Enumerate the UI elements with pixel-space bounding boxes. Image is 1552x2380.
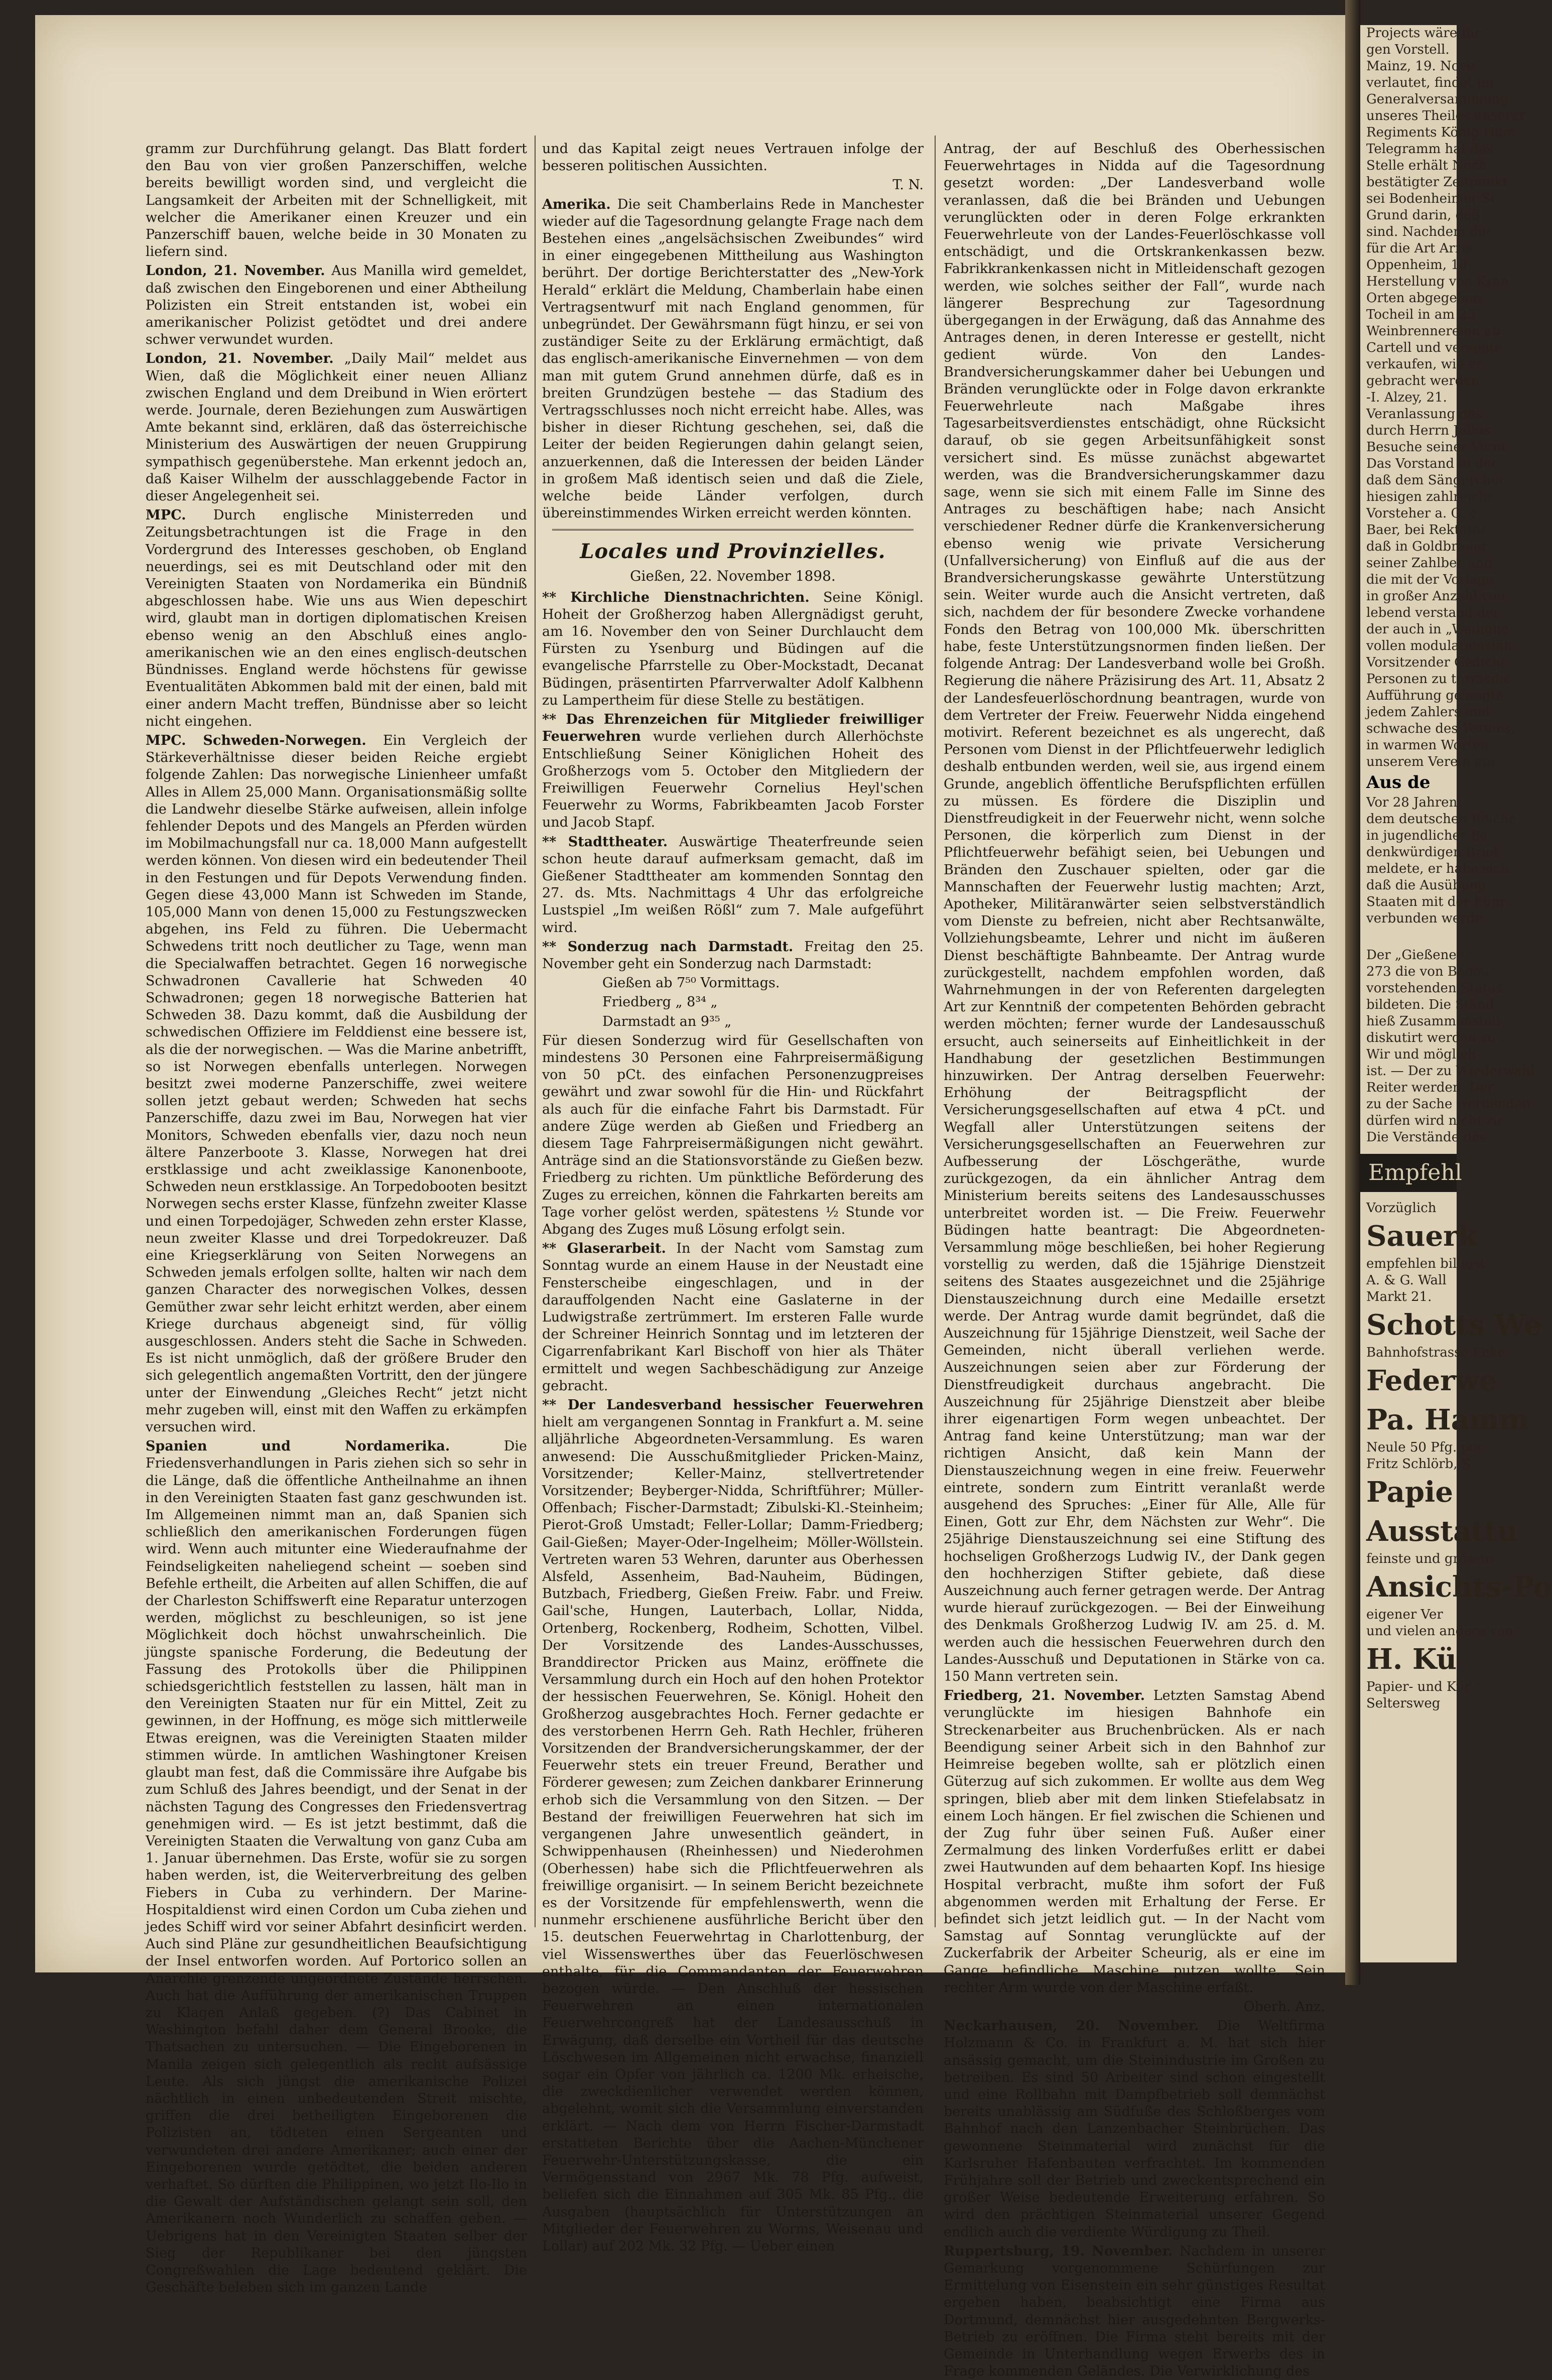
adjacent-page-line: sind. Nachdem die — [1366, 224, 1490, 239]
ad-line: Vorzüglich — [1366, 1201, 1437, 1216]
article-lead: ** Kirchliche Dienstnachrichten. — [542, 589, 810, 605]
adjacent-page-line: hieß Zusammenstell — [1366, 1014, 1500, 1029]
adjacent-page-line: Vorsteher a. G. e — [1366, 506, 1477, 521]
column-1 — [146, 141, 528, 2296]
train-schedule-line: Darmstadt an 9³⁵ „ — [602, 1013, 732, 1029]
adjacent-page-line: verlautet, findet im — [1366, 75, 1494, 90]
adjacent-page-line: gen Vorstell. — [1366, 42, 1450, 57]
article-lead: Ruppertsburg, 19. November. — [944, 2243, 1173, 2259]
adjacent-page-line: Die Verstände des — [1366, 1130, 1486, 1145]
article-lead: ** Der Landesverband hessischer Feuerwehren — [542, 1397, 924, 1413]
adjacent-page-line: seiner Zahlber und — [1366, 556, 1493, 571]
column-3 — [944, 141, 1325, 2379]
ad-line: A. & G. Wall — [1366, 1273, 1447, 1288]
adjacent-page-line: Generalversammlung — [1366, 92, 1509, 107]
article-paragraph — [944, 2018, 1325, 2241]
article-lead: Friedberg, 21. November. — [944, 1688, 1145, 1704]
adjacent-page-line: Baer, bei Rektator — [1366, 522, 1487, 538]
article-lead: ** Glaserarbeit. — [542, 1241, 666, 1257]
adjacent-page-line: bestätigter Zeitpunkt — [1366, 175, 1508, 190]
adjacent-page-line: in warmen Worten — [1366, 738, 1489, 753]
column-rule — [935, 136, 936, 1927]
adjacent-page-line: Das Vorstand in der — [1366, 456, 1498, 471]
ad-line: Fritz Schlörb, S — [1366, 1457, 1471, 1472]
adjacent-page-line: ist. — Der zu Wiederwahl — [1366, 1064, 1535, 1079]
article-paragraph — [146, 507, 527, 730]
article-text: Die Friedensverhandlungen in Paris ziehen sich so sehr in die Länge, daß die öffentliche Antheilnahme an ihnen in den Vereinigten Staaten fast ganz geschwunden ist. Im Allgemeinen nimmt man an, daß Spanien sich schließlich den amerikanischen Forderungen fügen wird. Wenn auch mitunter eine Wiederaufnahme der Feindseligkeiten naheliegend scheint — soeben sind Befehle ertheilt, die Arbeiten auf allen Schiffen, die auf der Charleston Schiffswerft eine Reparatur unterzogen werden, möglichst zu beschleunigen, so ist jene Möglichkeit doch höchst unwahrscheinlich. Die jüngste spanische Forderung, die Bedeutung der Fassung des Protokolls über die Philippinen schiedsgerichtlich feststellen zu lassen, hält man in den Vereinigten Staaten nur für ein Mittel, Zeit zu gewinnen, in der Hoffnung, es möge sich mittlerweile Etwas ereignen, was die Vereinigten Staaten milder stimmen würde. In amtlichen Washingtoner Kreisen glaubt man fest, daß die Commissäre ihre Aufgabe bis zum Schluß des Jahres beendigt, und der Senat in der nächsten Tagung des Congresses den Friedensvertrag genehmigen wird. — Es ist jetzt bestimmt, daß die Vereinigten Staaten die Verwaltung von ganz Cuba am 1. Januar übernehmen. Das Erste, wofür sie zu sorgen haben werden, ist, die Weiterverbreitung des gelben Fiebers in Cuba zu verhindern. Der Marine-Hospitaldienst wird einen Cordon um Cuba ziehen und jedes Schiff wird vor seiner Abfahrt desinficirt werden. Auch sind Pläne zur gesundheitlichen Beaufsichtigung der Insel entworfen worden. Auf Portorico sollen an Anarchie grenzende ungeordnete Zustände herrschen. Auch hat die Aufführung der amerikanischen Truppen zu Klagen Anlaß gegeben. (?) Das Cabinet in Washington befahl daher dem General Brooke, die Thatsachen zu untersuchen. — Die Eingeborenen in Manila zeigen sich gelegentlich als recht aufsässige Leute. Als sich jüngst die amerikanische Polizei nächtlich in einen unbedeutenden Streit mischte, griffen die drei betheiligten Eingeborenen die Polizisten an, tödteten einen Sergeanten und verwundeten drei andere Amerikaner; auch einer der Eingeborenen wurde getödtet, die beiden anderen verhaftet. So dürften die Philippinen, wo jetzt Ilo-Ilo in die Gewalt der Aufständischen gelangt sein soll, den Amerikanern noch Wunderlich zu schaffen geben. — Uebrigens hat in den Vereinigten Staaten selber der Sieg der Republikaner bei den jüngsten Congreßwahlen die Lage bedeutend geklärt. Die Geschäfte beleben sich im ganzen Lande — [146, 1438, 527, 2296]
article-paragraph — [146, 1438, 527, 2296]
article-lead: ** Das Ehrenzeichen für Mitglieder freiwilliger Feuerwehren — [542, 712, 924, 745]
adjacent-page-line: vollen modulationsfäh — [1366, 638, 1513, 653]
adjacent-page-line: denkwürdigen Brief — [1366, 845, 1498, 860]
article-paragraph — [542, 1240, 924, 1395]
ad-banner: Empfehl — [1360, 1154, 1457, 1192]
adjacent-page-line: sei Bodenheimer Si — [1366, 191, 1495, 206]
article-paragraph — [542, 834, 924, 937]
adjacent-page-line: Staaten mit der Führ — [1366, 894, 1506, 909]
column-2 — [542, 141, 924, 2254]
adjacent-page-line: gebracht werden. — [1366, 373, 1484, 388]
article-text: Antrag, der auf Beschluß des Oberhessischen Feuerwehrtages in Nidda auf die Tagesordnung gesetzt worden: „Der Landesverband wolle veranlassen, daß die bei Bränden und Uebungen verunglückten oder in deren Folge erkrankten Feuerwehrleute von der Landes-Feuerlöschkasse voll entschädigt, und die Ortskrankenkassen bezw. Fabrikkrankenkassen nicht in Mitleidenschaft gezogen werden, wie solches seither der Fall“, wurde nach längerer Besprechung zur Tagesordnung übergegangen in der Erwägung, daß das Annahme des Antrages denen, in deren Interesse er gestellt, nicht gedient würde. Von den Landes-Brandversicherungskammer daher bei Uebungen und Bränden verunglückte oder in Folge davon erkrankte Feuerwehrleute nach Maßgabe ihres Tagesarbeitsverdienstes entschädigt, ohne Rücksicht darauf, ob sie gegen Arbeitsunfähigkeit sonst versichert sind. Es müsse zunächst abgewartet werden, was die Brandversicherungskammer dazu sage, wenn sie sich mit einem Falle im Sinne des Antrages zu beschäftigen habe; nach Ansicht verschiedener Redner dürfe die Krankenversicherung ebenso wenig wie private Versicherung (Unfallversicherung) von Einfluß auf die aus der Brandversicherungskasse gewährte Unterstützung sein. Weiter wurde auch die Ansicht vertreten, daß sich, nachdem der für besondere Zwecke vorhandene Fonds den Betrag von 100,000 Mk. überschritten habe, feste Unterstützungsnormen finden ließen. Der folgende Antrag: Der Landesverband wolle bei Großh. Regierung die nähere Präzisirung des Art. 11, Absatz 2 der Landesfeuerlöschordnung beantragen, wurde von dem Vertreter der Freiw. Feuerwehr Nidda eingehend motivirt. Referent bezeichnet es als ungerecht, daß Personen vom Dienst in der Pflichtfeuerwehr lediglich deshalb entbunden werden, weil sie, aus irgend einem Grunde, angeblich öffentliche Berufspflichten erfüllen zu müssen. Es fördere die Disziplin und Dienstfreudigkeit in der Feuerwehr nicht, wenn solche Personen, die körperlich zum Dienst in der Pflichtfeuerwehr befähigt seien, bei Uebungen und Bränden den Zuschauer spielten, oder gar die Mannschaften der Feuerwehr lustig machten; Arzt, Apotheker, Militäranwärter seien selbstverständlich vom Dienste zu befreien, nicht aber Rechtsanwälte, Vollziehungsbeamte, Lehrer und nicht im äußeren Dienst beschäftigte Bahnbeamte. Der Antrag wurde zurückgestellt, nachdem empfohlen worden, daß Wahrnehmungen in der von Referenten dargelegten Art zur Kenntniß der competenten Behörden gebracht werden möchten; ferner wurde der Landesausschuß ersucht, auch seinerseits auf Einheitlichkeit in der Handhabung der gesetzlichen Bestimmungen hinzuwirken. Der Antrag derselben Feuerwehr: Erhöhung der Beitragspflicht der Versicherungsgesellschaften auf etwa 4 pCt. und Wegfall aller Unterstützungen seitens der Versicherungsgesellschaften an Feuerwehren zur Aufbesserung der Löschgeräthe, wurde zurückgezogen, da ein ähnlicher Antrag dem Ministerium bereits seitens des Landesausschusses unterbreitet worden ist. — Die Freiw. Feuerwehr Büdingen hatte beantragt: Die Abgeordneten-Versammlung möge beschließen, bei hoher Regierung vorstellig zu werden, daß die 15jährige Dienstzeit seitens des Staates ausgezeichnet und die 25jährige Dienstauszeichnung durch eine Medaille ersetzt werde. Der Antrag wurde damit begründet, daß die Auszeichnung für 15jährige Dienstzeit, weil Sache der Gemeinden, nicht überall verliehen werde. Auszeichnungen seien aber zur Förderung der Dienstfreudigkeit durchaus angebracht. Die Auszeichnung für 25jährige Dienstzeit aber bleibe ihrer eigenartigen Form wegen unbeachtet. Der Antrag fand keine Unterstützung; man war der richtigen Ansicht, daß kein Mann der Dienstauszeichnung wegen in eine freiw. Feuerwehr eintrete, sondern zum Eintritt veranlaßt werde ausgehend des Spruches: „Einer für Alle, Alle für Einen, Gott zur Ehr, dem Nächsten zur Wehr“. Die 25jährige Dienstauszeichnung sei eine Stiftung des hochseligen Großherzogs Ludwig IV., der Dank gegen den hochherzigen Stifter gebiete, daß diese Auszeichnung auch ferner getragen werde. Der Antrag wurde hierauf zurückgezogen. — Bei der Einweihung des Denkmals Großherzog Ludwig IV. am 25. d. M. werden auch die hessischen Feuerwehren durch den Landes-Ausschuß und Deputationen in Stärke von ca. 150 Mann vertreten sein. — [944, 141, 1325, 1685]
article-text: Durch englische Ministerreden und Zeitungsbetrachtungen ist die Frage in den Vordergrund des Interesses geschoben, ob England neuerdings, sei es mit Deutschland oder mit den Vereinigten Staaten von Nordamerika ein Bündniß abgeschlossen habe. Wie uns aus Wien depeschirt wird, glaubt man in dortigen diplomatischen Kreisen ebenso wenig an den Abschluß eines anglo-amerikanischen wie an den eines englisch-deutschen Bündnisses. England werde höchstens für gewisse Eventualitäten Abkommen bald mit der einen, bald mit einer andern Macht treffen, Bündnisse aber so leicht nicht eingehen. — [146, 507, 527, 729]
article-lead: Neckarhausen, 20. November. — [944, 2018, 1199, 2034]
adjacent-page-articles — [1360, 947, 1535, 1146]
ad-line: Sauerk — [1366, 1220, 1478, 1253]
book-gutter — [1345, 0, 1360, 1985]
adjacent-page-line: Aufführung gelangte — [1366, 688, 1504, 703]
adjacent-page-line: Veranlassung des — [1366, 407, 1482, 422]
ad-line: Ausstattu — [1366, 1515, 1518, 1548]
ad-line: Markt 21. — [1366, 1289, 1432, 1304]
adjacent-page-line: unserem Verein am — [1366, 754, 1495, 769]
ad-line: empfehlen billigst — [1366, 1256, 1486, 1271]
adjacent-page-articles — [1360, 795, 1517, 927]
adjacent-page-line: vorstehenden Status — [1366, 981, 1503, 996]
adjacent-page-line: Herstellung von Kran — [1366, 274, 1509, 289]
article-lead: MPC. — [146, 507, 186, 523]
adjacent-page-line: Reiter werden. Der — [1366, 1080, 1494, 1095]
article-text: Seine Königl. Hoheit der Großherzog haben Allergnädigst geruht, am 16. November den von Seiner Durchlaucht dem Fürsten zu Ysenburg und Büdingen auf die evangelische Pfarrstelle zu Ober-Mockstadt, Decanat Büdingen, präsentirten Pfarrverwalter Adolf Kalbhenn zu Lampertheim für diese Stelle zu bestätigen. — [542, 589, 924, 708]
ad-line: Pa. Hamm — [1366, 1403, 1529, 1436]
article-text: wurde verliehen durch Allerhöchste Entschließung Seiner Königlichen Hoheit des Großherzogs vom 5. October den Mitgliedern der Freiwilligen Feuerwehr Cornelius Heyl'schen Feuerwehr zu Worms, Fabrikbeamten Jacob Forster und Jacob Stapf. — [542, 729, 924, 831]
column-2-articles — [542, 141, 924, 522]
adjacent-page-line: für die Art Arrik — [1366, 241, 1474, 256]
article-text: „Daily Mail“ meldet aus Wien, daß die Möglichkeit einer neuen Allianz zwischen England und dem Dreibund in Wien erörtert werde. Journale, deren Beziehungen zum Auswärtigen Amte bekannt sind, erklären, daß das österreichische Ministerium des Auswärtigen der neuen Gruppirung sympathisch gegenüberstehe. Man erkennt jedoch an, daß Kaiser Wilhelm der ausschlaggebende Factor in dieser Angelegenheit sei. — [146, 351, 527, 504]
local-news — [542, 589, 924, 2256]
article-lead: Amerika. — [542, 196, 611, 212]
train-schedule-line: Gießen ab 7⁵⁰ Vormittags. — [602, 975, 780, 991]
article-text: Aus Manilla wird gemeldet, daß zwischen den Eingeborenen und einer Abtheilung Polizisten ein Streit entstanden ist, wobei ein amerikanischer Polizist getödtet und drei andere schwer verwundet wurden. — [146, 263, 527, 348]
article-text: Die seit Chamberlains Rede in Manchester wieder auf die Tagesordnung gelangte Frage nach dem Bestehen eines „angelsächsischen Zweibundes“ wird in einer eingegebenen Mittheilung aus Washington berührt. Der dortige Berichterstatter des „New-York Herald“ erklärt die Meldung, Chamberlain habe einen Vertragsentwurf mit nach England genommen, für unbegründet. Der Gewährsmann fügt hinzu, er sei von zuständiger Seite zu der Erklärung ermächtigt, daß das englisch-amerikanische Einvernehmen — von dem man mit gutem Grund annehmen dürfe, daß es in breiten Grundzügen bestehe — das Stadium des Vertragsschlusses noch nicht erreicht habe. Alles, was bisher in dieser Richtung geschehen, sei, daß die Leiter der beiden Regierungen dahin gelangt seien, anzuerkennen, daß die Interessen der beiden Länder in großem Maß identisch seien und daß die Ziele, welche beide Länder verfolgen, durch übereinstimmendes Wirken erreicht werden könnten. — [542, 196, 924, 521]
article-paragraph — [542, 711, 924, 831]
ad-line: Ansichts-Po — [1366, 1570, 1552, 1604]
adjacent-page-line: Besuche seiner Verei — [1366, 440, 1506, 455]
article-paragraph — [146, 141, 527, 260]
article-paragraph — [542, 1032, 924, 1238]
adjacent-page-line: Personen zu terrasdie — [1366, 672, 1511, 687]
section-divider — [552, 529, 914, 531]
article-text: gramm zur Durchführung gelangt. Das Blatt fordert den Bau von vier großen Panzerschiffen, welche bereits bewilligt worden sind, und vergleicht die Langsamkeit der Arbeiten mit der Schnelligkeit, mit welcher die Amerikaner einen Kreuzer und ein Panzerschiff bauen, welche beide in 30 Monaten zu liefern sind. — [146, 141, 527, 260]
column-rule — [535, 136, 536, 1927]
article-lead: London, 21. November. — [146, 351, 334, 367]
adjacent-page-line: jedem Zahlers und — [1366, 705, 1490, 720]
article-paragraph — [542, 1397, 924, 2255]
article-paragraph — [542, 141, 924, 175]
adjacent-page-line: zu der Sache werdenden — [1366, 1097, 1531, 1112]
article-paragraph — [542, 939, 924, 973]
adjacent-page-line: Vor 28 Jahren — [1366, 795, 1458, 810]
article-signature: Oberh. Anz. — [1243, 1999, 1325, 2015]
ad-line: Schotts We — [1366, 1308, 1542, 1342]
ad-line: und vielen andere von — [1366, 1624, 1513, 1639]
adjacent-page-line: durch Herrn Julius — [1366, 423, 1491, 438]
adjacent-page-line: Mainz, 19. Nove — [1366, 59, 1475, 74]
section-dateline: Gießen, 22. November 1898. — [630, 568, 836, 585]
article-text: Letzten Samstag Abend verunglückte im hiesigen Bahnhofe ein Streckenarbeiter aus Bruchenbrücken. Als er nach Beendigung seiner Arbeit sich in den Bahnhof zur Heimreise begeben wollte, sah er plötzlich einen Güterzug auf sich zukommen. Er wollte aus dem Weg springen, blieb aber mit dem linken Stiefelabsatz in einem Loch hängen. Er fiel zwischen die Schienen und der Zug fuhr über seinen Fuß. Außer einer Zermalmung des linken Vorderfußes erlitt er dabei zwei Hautwunden auf dem behaarten Kopf. Ins hiesige Hospital verbracht, mußte ihm sofort der Fuß abgenommen werden mit Erhaltung der Ferse. Er befindet sich jetzt leidlich gut. — In der Nacht vom Samstag auf Sonntag verunglückte auf der Zuckerfabrik der Arbeiter Scheurig, als er eine im Gange befindliche Maschine putzen wollte. Sein rechter Arm wurde von der Maschine erfaßt. — [944, 1688, 1325, 1996]
ad-line: Seltersweg — [1366, 1696, 1441, 1711]
adjacent-page-line: Grund darin, daß — [1366, 208, 1481, 223]
adjacent-page-line: in großer Anzahl von — [1366, 589, 1505, 604]
article-lead: Spanien und Nordamerika. — [146, 1438, 450, 1455]
ad-line: feinste und grösste — [1366, 1551, 1494, 1566]
adjacent-page-line: bildeten. Die Ständ — [1366, 997, 1494, 1012]
adjacent-page-line: verkaufen, wie er — [1366, 357, 1482, 372]
article-lead: ** Stadttheater. — [542, 834, 668, 850]
adjacent-page-line: Oppenheim, 18. — [1366, 257, 1472, 273]
article-text: Nachdem in unserer Gemarkung vorgenommene Schürfungen zur Ermittelung von Eisenstein ein sehr günstiges Resultat ergeben haben, beabsichtigt eine Firma aus Dortmund, demnächst hier ausgedehnten Bergwerks-Betrieb zu eröffnen. Die Firma steht bereits mit der Gemeinde in Unterhandlung wegen Erwerbs des in Frage kommenden Geländes. Die Verwirklichung des — [944, 2243, 1325, 2379]
ad-line: Neule 50 Pfg. per — [1366, 1440, 1483, 1455]
train-schedule-line: Friedberg „ 8³⁴ „ — [602, 994, 718, 1010]
article-paragraph — [542, 196, 924, 522]
adjacent-page-line: daß die Ausübung — [1366, 878, 1486, 893]
ad-line: Bahnhofstrasse Ecke — [1366, 1345, 1505, 1360]
section-heading: Locales und Provinzielles. — [580, 540, 886, 564]
adjacent-page-line: Der „Gießener — [1366, 948, 1463, 963]
adjacent-page-line: Stelle erhält Noch — [1366, 158, 1487, 173]
adjacent-page-line: Telegramm hat das — [1366, 142, 1494, 157]
adjacent-page-line: meldete, er habe sich — [1366, 861, 1509, 876]
adjacent-page — [1360, 25, 1552, 1962]
adjacent-page-line: der auch in „Wallighe — [1366, 622, 1509, 637]
adjacent-page-line: diskutirt werden zu — [1366, 1030, 1496, 1045]
newspaper-page — [35, 15, 1345, 2379]
article-paragraph — [146, 262, 527, 348]
adjacent-page-line: dürfen wird nicht zu — [1366, 1113, 1502, 1128]
adjacent-page-line: Vorsitzender Gedicht — [1366, 655, 1506, 670]
adjacent-page-heading: Aus de — [1366, 772, 1431, 792]
adjacent-page-line: daß dem Sängerchor — [1366, 473, 1505, 488]
adjacent-page-line: in jugendlicher Be — [1366, 828, 1488, 843]
adjacent-page-line: die mit der Vorlage — [1366, 572, 1494, 587]
article-text: Freitag den 25. November geht ein Sonderzug nach Darmstadt: — [542, 939, 924, 972]
adjacent-page-line: Weinbrennereien ab — [1366, 324, 1501, 339]
article-lead: MPC. Schweden-Norwegen. — [146, 732, 366, 748]
adjacent-page-line: Cartell und verspäte — [1366, 340, 1502, 355]
advertisements — [1360, 1200, 1552, 1712]
article-text: In der Nacht vom Samstag zum Sonntag wurde an einem Hause in der Neustadt eine Fensterscheibe eingeschlagen, und in der darauffolgenden Nacht eine Gaslaterne in der Ludwigstraße zertrümmert. Im ersteren Falle wurde der Schreiner Heinrich Sonntag und im letzteren der Cigarrenfabrikant Karl Bischoff von hier als Thäter ermittelt und wegen Sachbeschädigung zur Anzeige gebracht. — [542, 1241, 924, 1394]
adjacent-page-line: unseres Theiles unserer — [1366, 108, 1526, 123]
article-paragraph — [542, 589, 924, 709]
adjacent-page-line: Regiments König Hum — [1366, 125, 1516, 140]
article-text: Für diesen Sonderzug wird für Gesellschaften von mindestens 30 Personen eine Fahrpreisermäßigung von 50 pCt. des einfachen Personenzugpreises gewährt und zwar sowohl für die Hin- und Rückfahrt als auch für die einfache Fahrt bis Darmstadt. Für andere Züge werden ab Gießen und Friedberg an diesem Tage Fahrpreisermäßigungen nicht gewährt. Anträge sind an die Stationsvorstände zu Gießen bezw. Friedberg zu richten. Um pünktliche Beförderung des Zuges zu erreichen, können die Fahrkarten bereits am Tage vorher gelöst werden, spätestens ½ Stunde vor Abgang des Zuges muß Lösung erfolgt sein. — [542, 1032, 924, 1237]
article-paragraph — [146, 350, 527, 505]
article-text: Auswärtige Theaterfreunde seien schon heute darauf aufmerksam gemacht, daß im Gießener Stadttheater am kommenden Sonntag den 27. ds. Mts. Nachmittags 4 Uhr das erfolgreiche Lustspiel „Im weißen Rößl“ zum 7. Male aufgeführt wird. — [542, 834, 924, 936]
adjacent-page-line: -I. Alzey, 21. — [1366, 390, 1447, 405]
adjacent-page-line: Wir und möglich — [1366, 1047, 1476, 1062]
ad-line: H. Kü — [1366, 1643, 1457, 1676]
article-lead: London, 21. November. — [146, 263, 325, 279]
ad-line: Federwe — [1366, 1364, 1497, 1397]
article-signature: T. N. — [892, 177, 924, 193]
article-text: Die Weltfirma Holzmann & Co. in Frankfurt a. M. hat sich hier ansässig gemacht, um die Steinindustrie im Großen zu betreiben. Es sind 50 Arbeiter sind schon eingestellt und eine Rollbahn mit Dampfbetrieb soll demnächst bereits unablässig am Südfuße des Schloßberges vom Bahnhof nach den Lanzenbacher Steinbrüchen. Das gewonnene Steinmaterial wird zunächst für die Karlsruher Hafenbauten verfrachtet. Im kommenden Frühjahre soll der Betrieb und zweckentsprechend ein großer Weise bedeutende Erweiterung erfahren. So wird den prächtigen Steinmaterial unserer Gegend endlich auch die verdiente Würdigung zu Theil. — [944, 2018, 1325, 2240]
adjacent-page-line: Projects wäre für — [1366, 26, 1481, 41]
adjacent-page-line: schwache des Vereins, — [1366, 721, 1516, 736]
adjacent-page-line: Orten abgegeben — [1366, 291, 1482, 306]
article-paragraph — [944, 1687, 1325, 1997]
adjacent-page-line: daß in Goldbrauer — [1366, 539, 1488, 554]
ad-line: eigener Ver — [1366, 1607, 1443, 1622]
article-text: Ein Vergleich der Stärkeverhältnisse dieser beiden Reiche ergiebt folgende Zahlen: Das norwegische Linienheer umfaßt Alles in Allem 25,000 Mann. Organisationsmäßig sollte die Landwehr dieselbe Stärke aufweisen, allein infolge fehlender Depots und des Mangels an Pferden würden im Mobilmachungsfall nur ca. 18,000 Mann aufgestellt werden können. Von diesen wird ein bedeutender Theil in den Festungen und für Depots Verwendung finden. Gegen diese 43,000 Mann ist Schweden im Stande, 105,000 Mann von denen 15,000 zu Festungszwecken abgehen, ins Feld zu führen. Die Uebermacht Schwedens tritt noch deutlicher zu Tage, wenn man die Specialwaffen betrachtet. Gegen 16 norwegische Schwadronen Cavallerie hat Schweden 40 Schwadronen; gegen 18 norwegische Batterien hat Schweden 38. Dazu kommt, daß die Ausbildung der schwedischen Offiziere im Felddienst eine bessere ist, als die der norwegischen. — Was die Marine anbetrifft, so ist Norwegen ebenfalls unterlegen. Norwegen besitzt zwei moderne Panzerschiffe, zwei weitere sollen jetzt gebaut werden; Schweden hat sechs Panzerschiffe, dazu zwei im Bau, Norwegen hat vier Monitors, Schweden ebenfalls vier, dazu noch neun ältere Panzerboote 3. Klasse, Norwegen hat drei erstklassige und acht zweiklassige Kanonenboote, Schweden neun erstklassige. An Torpedobooten besitzt Norwegen sechs erster Klasse, fünfzehn zweiter Klasse und einen Torpedojäger, Schweden zehn erster Klasse, neun zweiter Klasse und drei Torpedokreuzer. Daß eine Kriegserklärung von Seiten Norwegens an Schweden jemals erfolgen sollte, halten wir nach dem ganzen Character des norwegischen Volkes, dessen Gemüther zwar sehr leicht erhitzt werden, aber einem Kriege durchaus abgeneigt sind, für völlig ausgeschlossen. Anders steht die Sache in Schweden. Es ist nicht unmöglich, daß der größere Bruder den sich gelegentlich angemaßten Vortritt, den der jüngere unter der Einwendung „Gleiches Recht“ jetzt nicht mehr zugeben will, einst mit den Waffen zu erkämpfen versuchen wird. — [146, 732, 528, 1435]
adjacent-page-line: verbunden werde. — [1366, 911, 1487, 926]
article-text: hielt am vergangenen Sonntag in Frankfurt a. M. seine alljährliche Abgeordneten-Versammlung. Es waren anwesend: Die Ausschußmitglieder Pricken-Mainz, Vorsitzender; Keller-Mainz, stellvertretender Vorsitzender; Beyberger-Nidda, Schriftführer; Müller-Offenbach; Fischer-Darmstadt; Zibulski-Kl.-Steinheim; Pierot-Groß Umstadt; Feller-Lollar; Damm-Friedberg; Gail-Gießen; Mayer-Oder-Ingelheim; Möller-Wöllstein. Vertreten waren 53 Wehren, darunter aus Oberhessen Alsfeld, Assenheim, Bad-Nauheim, Büdingen, Butzbach, Friedberg, Gießen Freiw. Fabr. und Freiw. Gail'sche, Hungen, Lauterbach, Lollar, Nidda, Ortenberg, Rockenberg, Rodheim, Schotten, Vilbel. Der Vorsitzende des Landes-Ausschusses, Branddirector Pricken aus Mainz, eröffnete die Versammlung durch ein Hoch auf den hohen Protektor der hessischen Feuerwehren, Se. Königl. Hoheit den Großherzog ausgebrachtes Hoch. Ferner gedachte er des verstorbenen Herrn Geh. Rath Hechler, früheren Vorsitzenden der Brandversicherungskammer, der der Feuerwehr stets ein treuer Freund, Berather und Förderer gewesen; zum Zeichen dankbarer Erinnerung erhob sich die Versammlung von den Sitzen. — Der Bestand der freiwilligen Feuerwehren hat sich im vergangenen Jahre unwesentlich geändert, in Schwippenhausen (Rheinhessen) und Niederohmen (Oberhessen) habe sich die Pflichtfeuerwehren als freiwillige organisirt. — In seinem Bericht bezeichnete es der Vorsitzende für empfehlenswerth, wenn die nunmehr erschienene ausführliche Bericht über den 15. deutschen Feuerwehrtag in Charlottenburg, der viel Wissenswerthes über das Feuerlöschwesen enthalte, für die Commandanten der Feuerwehren bezogen würde. — Den Anschluß der hessischen Feuerwehren an einen internationalen Feuerwehrcongreß hat der Landesausschuß in Erwägung, daß derselbe ein Vortheil für das deutsche Löschwesen im Allgemeinen nicht erwachse, finanziell sogar ein Opfer von jährlich ca. 1200 Mk. erheische, die zweckdienlicher verwendet werden können, abgelehnt, womit sich die Versammlung einverstanden erklärt. — Nach dem von Herrn Fischer-Darmstadt erstatteten Berichte über die Aachen-Münchener Feuerwehr-Unterstützungskasse, die ein Vermögensstand von 2967 Mk. 78 Pfg. aufweist, beliefen sich die Einnahmen auf 305 Mk. 85 Pfg., die Ausgaben (hauptsächlich für Unterstützungen an Mitglieder der Feuerwehren zu Worms, Weisenau und Lollar) auf 202 Mk. 32 Pfg. — Ueber einen — [542, 1414, 924, 2254]
article-paragraph — [146, 732, 527, 1436]
adjacent-page-line: hiesigen zahlreiche — [1366, 489, 1495, 504]
adjacent-page-line: dem deutschen Reiche — [1366, 812, 1517, 827]
ad-line: Papier- und Kur — [1366, 1679, 1471, 1694]
adjacent-page-line: Tocheil in am 25 — [1366, 307, 1476, 322]
article-paragraph — [944, 2243, 1325, 2380]
article-paragraph — [944, 141, 1325, 1685]
adjacent-page-line: lebend verstand der — [1366, 605, 1500, 620]
article-lead: ** Sonderzug nach Darmstadt. — [542, 939, 794, 955]
adjacent-page-line: 273 die von Bedeu — [1366, 964, 1490, 979]
ad-line: Papie — [1366, 1476, 1453, 1509]
adjacent-page-articles — [1360, 25, 1526, 770]
article-text: und das Kapital zeigt neues Vertrauen infolge der besseren politischen Aussichten. — [542, 141, 924, 174]
